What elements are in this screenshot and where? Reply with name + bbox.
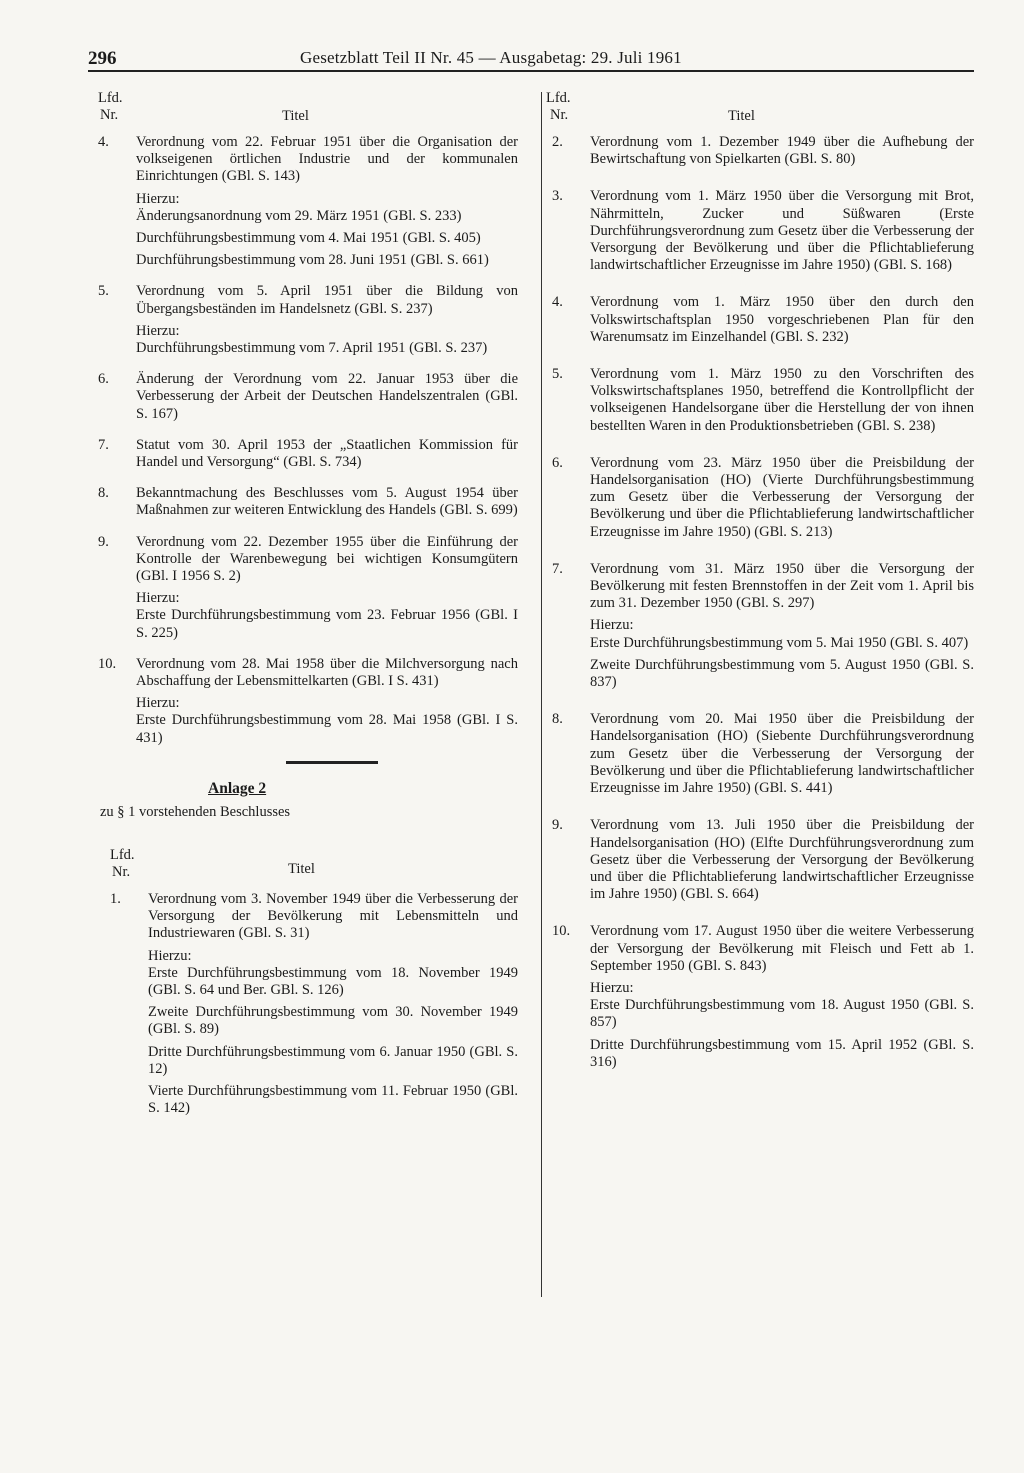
sub-entry: Erste Durchführungsbestimmung vom 5. Mai 1950 (GBl. S. 407): [590, 634, 969, 651]
hierzu-label: Hierzu:: [136, 590, 180, 607]
page-number: 296: [88, 48, 117, 69]
sub-entry: Zweite Durchführungsbestimmung vom 5. August 1950 (GBl. S. 837): [590, 656, 974, 691]
lfd-label: Lfd.: [98, 90, 123, 106]
entry-number: 9.: [552, 817, 563, 834]
titel-label: Titel: [728, 108, 755, 124]
entry-number: 5.: [98, 283, 109, 300]
hierzu-label: Hierzu:: [590, 979, 634, 996]
header-rule: [88, 70, 974, 72]
anlage-subtitle: zu § 1 vorstehenden Beschlusses: [100, 803, 291, 820]
nr-label: Nr.: [100, 107, 119, 123]
entry-title: Änderung der Verordnung vom 22. Januar 1953 über die Verbesserung der Arbeit der Deutschen Handelszentralen (GBl. S. 167): [136, 371, 518, 422]
entry-title: Bekanntmachung des Beschlusses vom 5. August 1954 über Maßnahmen zur weiteren Entwicklung des Handels (GBl. S. 699): [136, 485, 518, 519]
list-item: [102, 891, 518, 1117]
list-item: [544, 294, 974, 346]
entry-number: 4.: [98, 134, 109, 150]
nr-label: Nr.: [550, 107, 569, 123]
anlage-table-header: [90, 847, 518, 891]
right-column: [544, 90, 974, 1091]
entry-title: Verordnung vom 3. November 1949 über die Verbesserung der Versorgung der Bevölkerung mit Lebensmitteln und Industriewaren (GBl. S. 31): [148, 890, 518, 942]
sub-entry: Erste Durchführungsbestimmung vom 23. Februar 1956 (GBl. I S. 225): [136, 607, 518, 641]
sub-entry: Vierte Durchführungsbestimmung vom 11. Februar 1950 (GBl. S. 142): [148, 1082, 518, 1117]
entry-title: Verordnung vom 5. April 1951 über die Bildung von Übergangsbeständen im Handelsnetz (GBl. S. 237): [136, 283, 518, 317]
hierzu-label: Hierzu:: [590, 617, 634, 634]
list-item: [90, 134, 518, 269]
sub-entry: Erste Durchführungsbestimmung vom 28. Mai 1958 (GBl. I S. 431): [136, 712, 518, 746]
list-item: [544, 817, 974, 903]
entry-number: 5.: [552, 366, 563, 383]
entry-number: 1.: [110, 890, 121, 907]
nr-label: Nr.: [112, 863, 131, 880]
list-item: [90, 534, 518, 642]
entry-number: 10.: [552, 923, 571, 940]
entry-number: 6.: [552, 454, 563, 471]
entry-number: 8.: [552, 711, 563, 728]
entry-title: Verordnung vom 17. August 1950 über die weitere Verbesserung der Versorgung der Bevölkerung mit Fleisch und Fett ab 1. September 1950 (GBl. S. 843): [590, 923, 974, 974]
entry-title: Verordnung vom 22. Dezember 1955 über die Einführung der Kontrolle der Warenbewegung bei wichtigen Konsumgütern (GBl. I 1956 S. 2): [136, 533, 518, 585]
entry-number: 7.: [552, 560, 563, 577]
left-column: [90, 90, 518, 1131]
column-divider: [541, 92, 542, 1297]
list-item: [544, 366, 974, 435]
left-entry-list: [90, 134, 518, 747]
entry-number: 4.: [552, 294, 563, 311]
entry-title: Verordnung vom 22. Februar 1951 über die Organisation der volkseigenen örtlichen Industrie und der kommunalen Einrichtungen (GBl. S. 143): [136, 134, 518, 185]
list-item: [90, 283, 518, 357]
titel-label: Titel: [288, 860, 315, 877]
entry-title: Statut vom 30. April 1953 der „Staatlichen Kommission für Handel und Versorgung“ (GBl. S. 734): [136, 436, 518, 471]
entry-number: 6.: [98, 371, 109, 388]
entry-title: Verordnung vom 1. Dezember 1949 über die Aufhebung der Bewirtschaftung von Spielkarten (GBl. S. 80): [590, 134, 974, 168]
entry-number: 3.: [552, 188, 563, 205]
list-item: [544, 134, 974, 168]
sub-entry: Dritte Durchführungsbestimmung vom 6. Januar 1950 (GBl. S. 12): [148, 1043, 518, 1077]
anlage-title: Anlage 2: [208, 779, 267, 797]
entry-title: Verordnung vom 1. März 1950 über den durch den Volkswirtschaftsplan 1950 vorgeschriebenen Plan für den Warenumsatz im Einzelhandel (GBl. S. 232): [590, 294, 974, 345]
sub-entry: Dritte Durchführungsbestimmung vom 15. April 1952 (GBl. S. 316): [590, 1036, 974, 1070]
hierzu-label: Hierzu:: [136, 695, 180, 712]
entry-number: 7.: [98, 436, 109, 453]
running-title: Gesetzblatt Teil II Nr. 45 — Ausgabetag: 29. Juli 1961: [300, 48, 682, 67]
lfd-label: Lfd.: [546, 90, 571, 106]
hierzu-label: Hierzu:: [136, 190, 180, 207]
entry-number: 2.: [552, 134, 563, 150]
sub-entry: Erste Durchführungsbestimmung vom 18. November 1949 (GBl. S. 64 und Ber. GBl. S. 126): [148, 964, 518, 998]
entry-number: 10.: [98, 655, 117, 672]
entry-title: Verordnung vom 1. März 1950 über die Versorgung mit Brot, Nährmitteln, Zucker und Süßwaren (Erste Durchführungsverordnung zum Gesetz über die Verbesserung der Versorgung der Bevölkerung und über die Pflichtablieferung landwirtschaftlicher Erzeugnisse im Jahre 1950) (GBl. S. 168): [590, 188, 974, 274]
sub-entry: Durchführungsbestimmung vom 4. Mai 1951 (GBl. S. 405): [136, 230, 481, 247]
list-item: [544, 455, 974, 541]
anlage-entry-list: [90, 891, 518, 1117]
sub-entry: Zweite Durchführungsbestimmung vom 30. November 1949 (GBl. S. 89): [148, 1004, 518, 1038]
list-item: [90, 485, 518, 519]
sub-entry: Durchführungsbestimmung vom 7. April 1951 (GBl. S. 237): [136, 340, 488, 357]
entry-title: Verordnung vom 31. März 1950 über die Versorgung der Bevölkerung mit festen Brennstoffen in der Zeit vom 1. April bis zum 31. Dezember 1950 (GBl. S. 297): [590, 560, 974, 612]
list-item: [544, 711, 974, 797]
list-item: [544, 923, 974, 1071]
sub-entry: Erste Durchführungsbestimmung vom 18. August 1950 (GBl. S. 857): [590, 997, 974, 1031]
entry-number: 8.: [98, 485, 109, 502]
lfd-label: Lfd.: [110, 846, 135, 863]
table-header: [544, 90, 974, 134]
sub-entry: Änderungsanordnung vom 29. März 1951 (GBl. S. 233): [136, 207, 462, 224]
section-rule: [286, 761, 378, 764]
entry-title: Verordnung vom 13. Juli 1950 über die Preisbildung der Handelsorganisation (HO) (Elfte Durchführungsverordnung zum Gesetz über die Verbesserung der Versorgung der Bevölkerung und über die Pflichtablieferung landwirtschaftlicher Erzeugnisse im Jahre 1950) (GBl. S. 664): [590, 817, 974, 903]
titel-label: Titel: [282, 108, 309, 124]
right-entry-list: [544, 134, 974, 1071]
list-item: [544, 188, 974, 274]
hierzu-label: Hierzu:: [136, 322, 180, 339]
table-header: [90, 90, 518, 134]
entry-title: Verordnung vom 28. Mai 1958 über die Milchversorgung nach Abschaffung der Lebensmittelkarten (GBl. I S. 431): [136, 655, 518, 690]
list-item: [90, 371, 518, 423]
list-item: [90, 656, 518, 747]
list-item: [544, 561, 974, 691]
entry-title: Verordnung vom 1. März 1950 zu den Vorschriften des Volkswirtschaftsplanes 1950, betreffend die Kontrollpflicht der volkseigenen Handelsorgane über die Herstellung der von ihnen bestellten Waren in den Produktionsbetrieben (GBl. S. 238): [590, 366, 974, 434]
hierzu-label: Hierzu:: [148, 947, 192, 964]
entry-number: 9.: [98, 533, 109, 550]
sub-entry: Durchführungsbestimmung vom 28. Juni 1951 (GBl. S. 661): [136, 252, 489, 269]
list-item: [90, 437, 518, 471]
entry-title: Verordnung vom 23. März 1950 über die Preisbildung der Handelsorganisation (HO) (Vierte Durchführungsbestimmung zum Gesetz über die Verbesserung der Versorgung der Bevölkerung und über die Pflichtablieferung landwirtschaftlicher Erzeugnisse im Jahre 1950) (GBl. S. 213): [590, 454, 974, 540]
entry-title: Verordnung vom 20. Mai 1950 über die Preisbildung der Handelsorganisation (HO) (Siebente Durchführungsverordnung zum Gesetz über die Verbesserung der Versorgung der Bevölkerung und über die Pflichtablieferung landwirtschaftlicher Erzeugnisse im Jahre 1950) (GBl. S. 441): [590, 711, 974, 797]
